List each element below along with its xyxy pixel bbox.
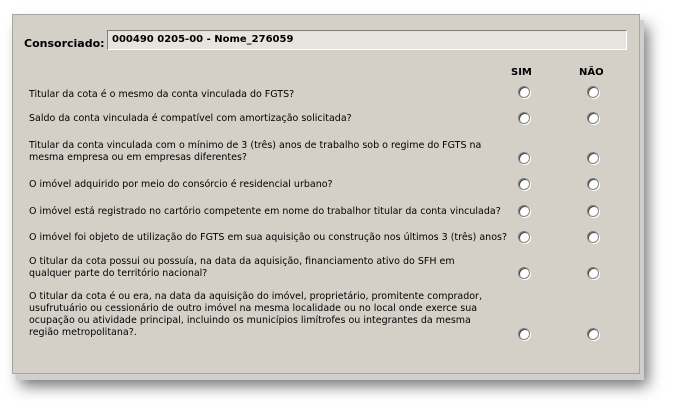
question-3-sim-radio[interactable] [518, 152, 530, 164]
question-2-nao-radio[interactable] [587, 112, 599, 124]
question-2-sim-radio[interactable] [518, 112, 530, 124]
column-header-nao: NÃO [579, 67, 604, 78]
question-7-nao-radio[interactable] [587, 267, 599, 279]
consorciado-label: Consorciado: [24, 37, 105, 50]
question-6-nao-radio[interactable] [587, 231, 599, 243]
question-2-text: Saldo da conta vinculada é compatível com amortização solicitada? [29, 113, 352, 124]
question-3-text: Titular da conta vinculada com o mínimo de 3 (três) anos de trabalho sob o regime do FGTS na mesma empresa ou em empresas diferentes? [29, 140, 482, 163]
question-7-text: O titular da cota possui ou possuía, na data da aquisição, financiamento ativo do SFH em qualquer parte do território nacional? [29, 256, 455, 279]
question-7-sim-radio[interactable] [518, 267, 530, 279]
question-4-nao-radio[interactable] [587, 178, 599, 190]
fgts-questionnaire-panel [12, 14, 640, 374]
question-1-nao-radio[interactable] [587, 86, 599, 98]
question-8-nao-radio[interactable] [587, 328, 599, 340]
question-1-sim-radio[interactable] [518, 86, 530, 98]
question-8-text: O titular da cota é ou era, na data da aquisição do imóvel, proprietário, promitente comprador, usufrutuário ou cessionário de outro imóvel na mesma localidade ou no local onde exerce sua ocupação ou atividade principal, incluindo os municípios limítrofes ou integrantes da mesma região metropolitana?. [29, 291, 482, 338]
question-6-text: O imóvel foi objeto de utilização do FGTS em sua aquisição ou construção nos últimos 3 (três) anos? [29, 232, 507, 243]
question-6-sim-radio[interactable] [518, 231, 530, 243]
question-3-nao-radio[interactable] [587, 152, 599, 164]
column-header-sim: SIM [511, 67, 532, 78]
question-5-nao-radio[interactable] [587, 205, 599, 217]
question-4-text: O imóvel adquirido por meio do consórcio é residencial urbano? [29, 179, 333, 190]
question-5-text: O imóvel está registrado no cartório competente em nome do trabalhor titular da conta vinculada? [29, 206, 501, 217]
consorciado-field: 000490 0205-00 - Nome_276059 [107, 30, 627, 50]
question-4-sim-radio[interactable] [518, 178, 530, 190]
question-5-sim-radio[interactable] [518, 205, 530, 217]
question-8-sim-radio[interactable] [518, 328, 530, 340]
question-1-text: Titular da cota é o mesmo da conta vinculada do FGTS? [29, 89, 295, 100]
